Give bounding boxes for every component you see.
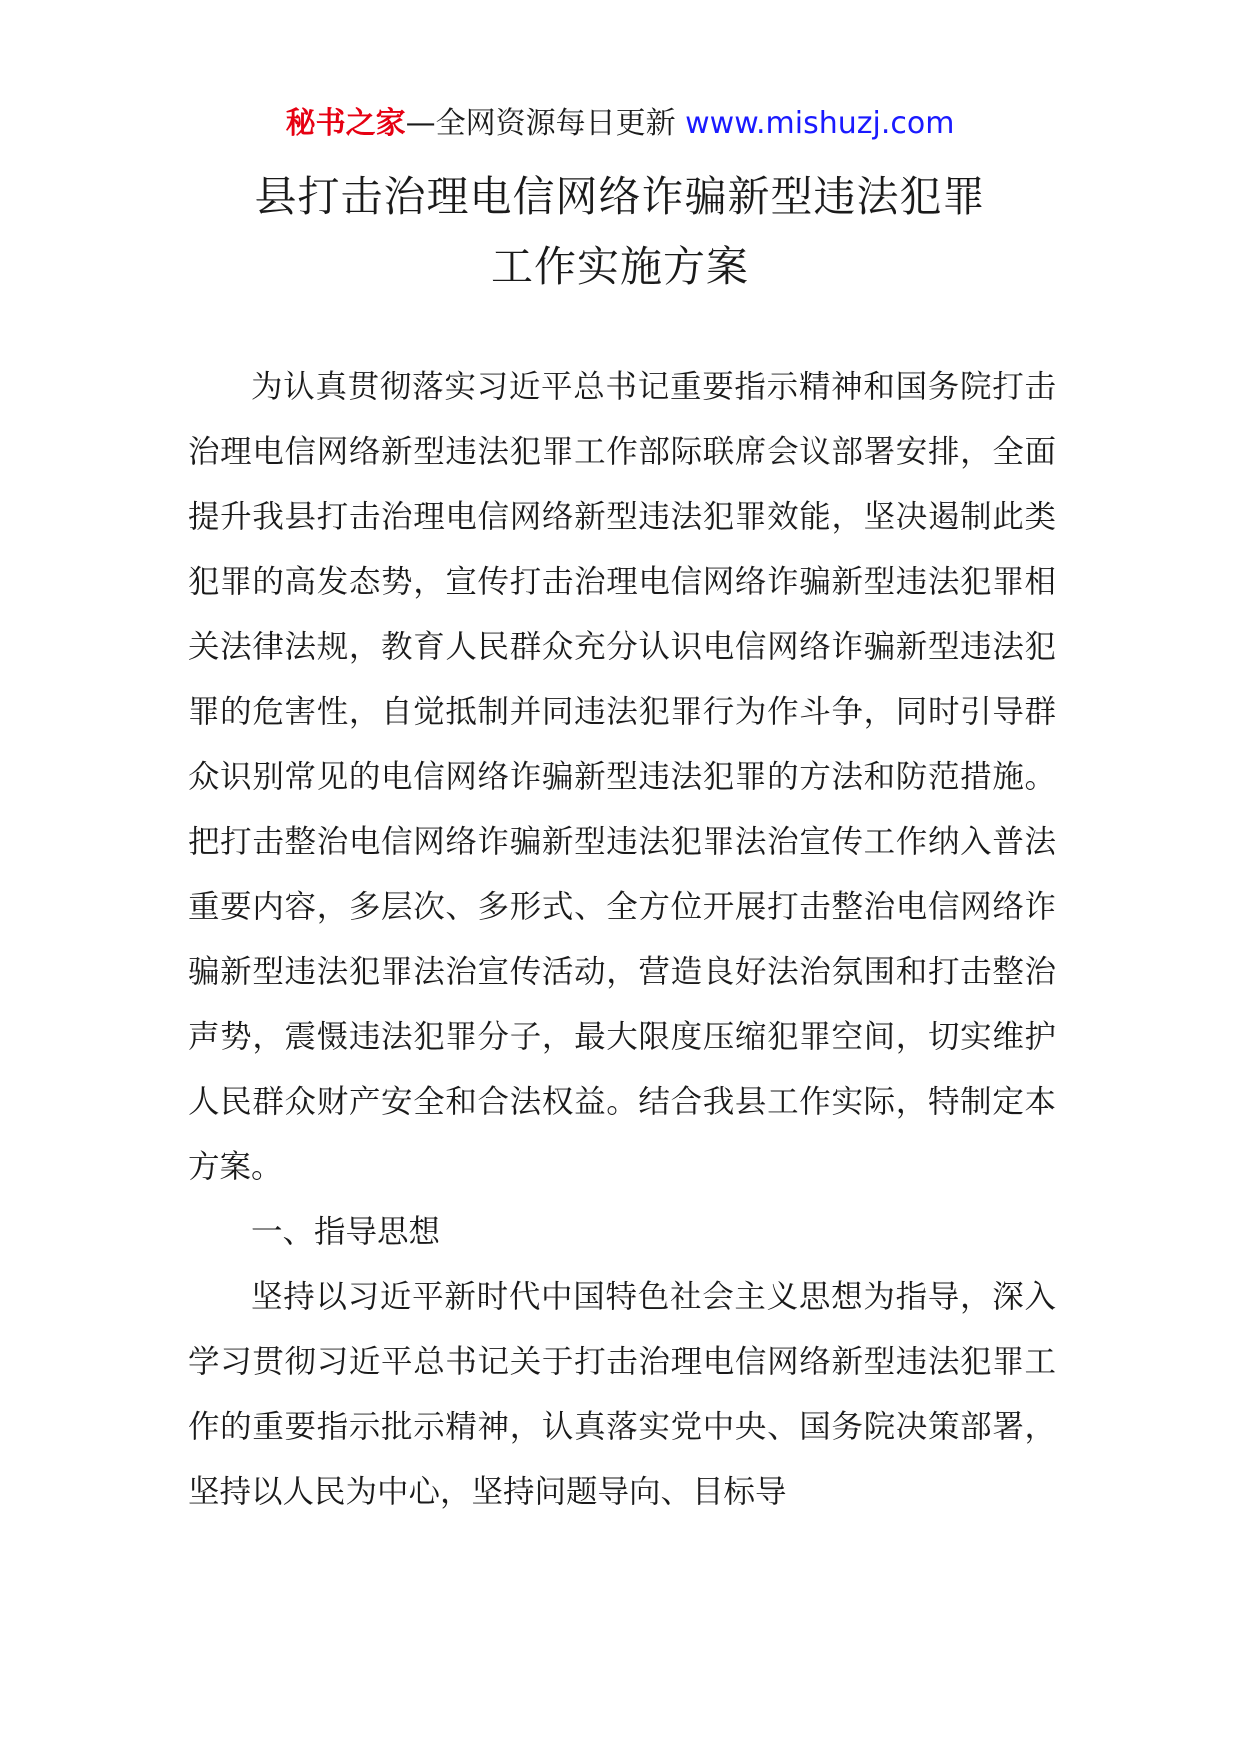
title-line-1: 县打击治理电信网络诈骗新型违法犯罪 xyxy=(254,172,986,221)
section-1-paragraph: 坚持以习近平新时代中国特色社会主义思想为指导，深入学习贯彻习近平总书记关于打击治理电信网络新型违法犯罪工作的重要指示批示精神，认真落实党中央、国务院决策部署，坚持以人民为中心，坚持问题导向、目标导 xyxy=(188,1279,1056,1510)
header-slogan: —全网资源每日更新 xyxy=(405,106,686,141)
intro-paragraph: 为认真贯彻落实习近平总书记重要指示精神和国务院打击治理电信网络新型违法犯罪工作部际联席会议部署安排，全面提升我县打击治理电信网络新型违法犯罪效能，坚决遏制此类犯罪的高发态势，宣传打击治理电信网络诈骗新型违法犯罪相关法律法规，教育人民群众充分认识电信网络诈骗新型违法犯罪的危害性，自觉抵制并同违法犯罪行为作斗争，同时引导群众识别常见的电信网络诈骗新型违法犯罪的方法和防范措施。把打击整治电信网络诈骗新型违法犯罪法治宣传工作纳入普法重要内容，多层次、多形式、全方位开展打击整治电信网络诈骗新型违法犯罪法治宣传活动，营造良好法治氛围和打击整治声势，震慑违法犯罪分子，最大限度压缩犯罪空间，切实维护人民群众财产安全和合法权益。结合我县工作实际，特制定本方案。 xyxy=(188,369,1056,1185)
site-url-link[interactable]: www.mishuzj.com xyxy=(685,106,955,141)
section-1-heading: 一、指导思想 xyxy=(251,1214,441,1250)
site-header xyxy=(0,100,1240,148)
document-title xyxy=(0,162,1240,302)
title-line-2: 工作实施方案 xyxy=(490,242,749,291)
document-body xyxy=(188,355,1056,1525)
brand-name: 秘书之家 xyxy=(285,106,406,141)
